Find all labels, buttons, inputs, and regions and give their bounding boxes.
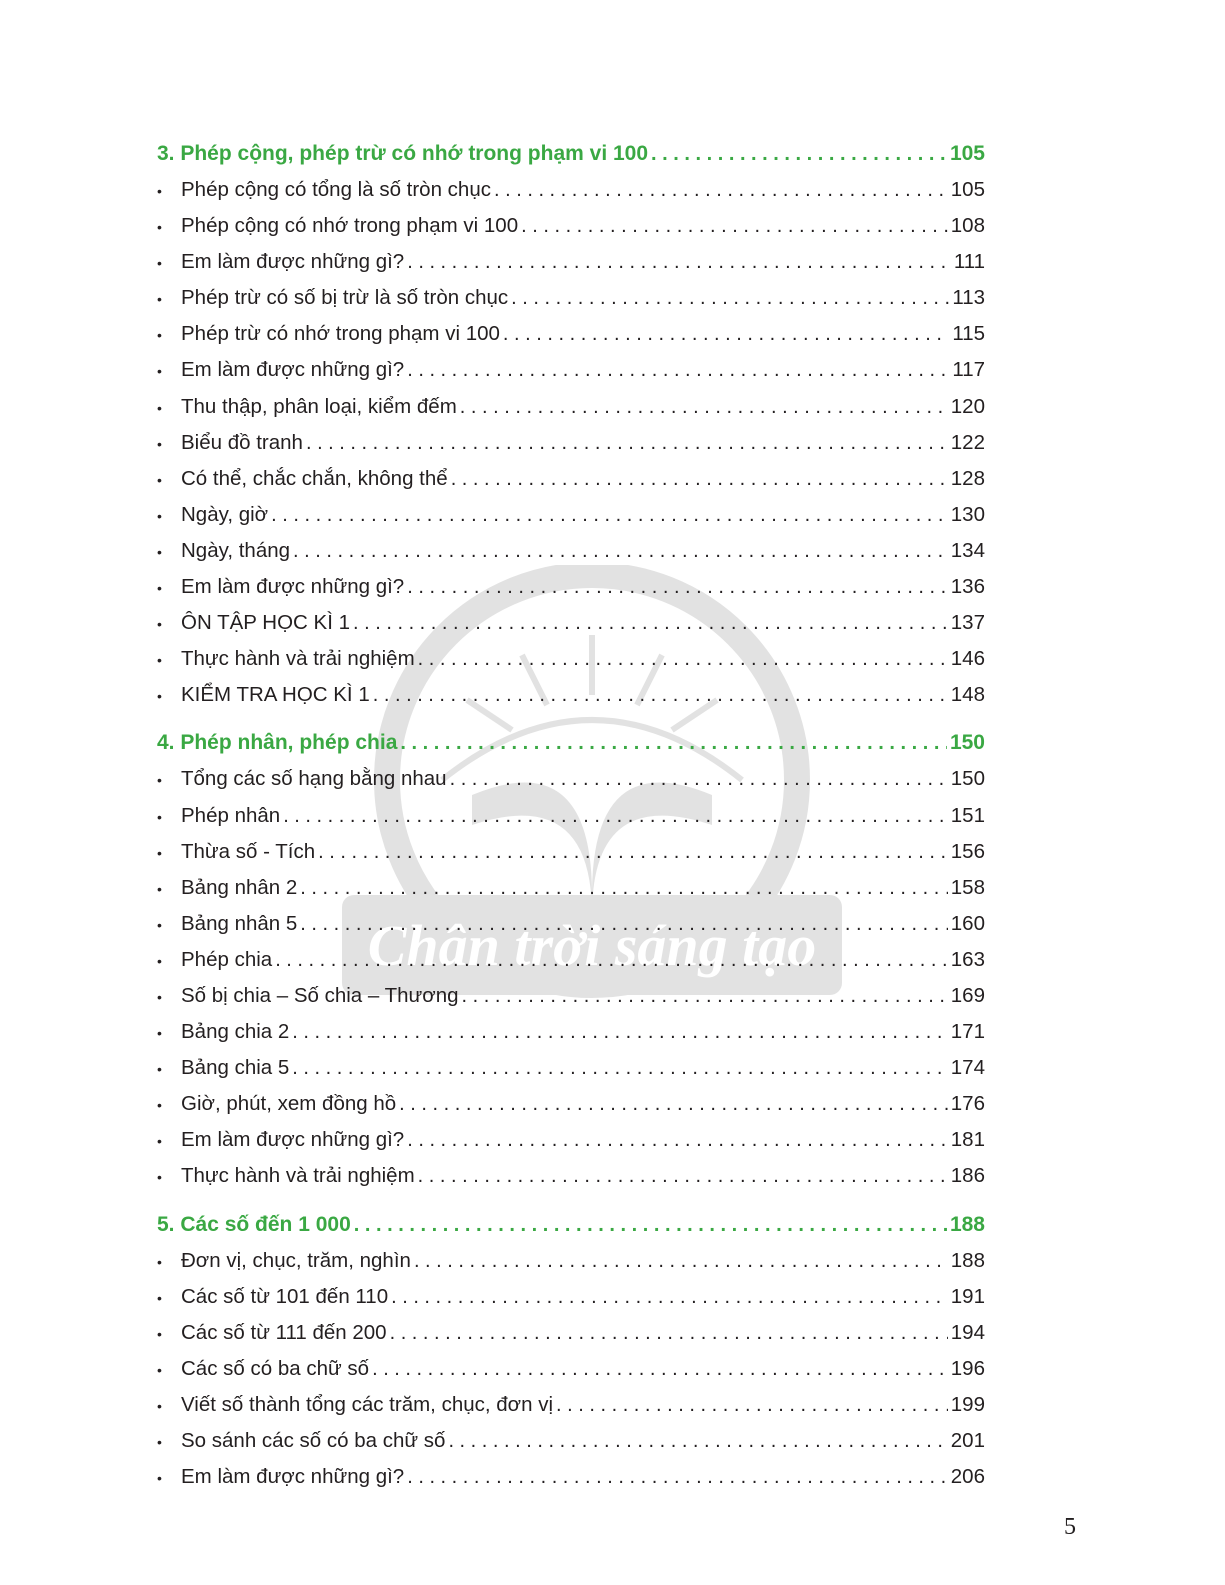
toc-entry-page-number: 196 — [950, 1356, 985, 1380]
dot-leader — [306, 425, 948, 461]
toc-entry-label: Thu thập, phân loại, kiểm đếm — [181, 394, 457, 418]
dot-leader — [391, 1279, 948, 1315]
toc-entry-label: Phép trừ có số bị trừ là số tròn chục — [181, 286, 509, 310]
dot-leader — [390, 1315, 948, 1351]
toc-entry-label: Số bị chia – Số chia – Thương — [181, 983, 459, 1007]
toc-entry-label: Em làm được những gì? — [181, 358, 405, 382]
toc-entry — [157, 425, 985, 461]
toc-entry — [157, 1050, 985, 1086]
toc-entry — [157, 1351, 985, 1387]
toc-entry-page-number: 111 — [953, 250, 985, 274]
toc-entry — [157, 172, 985, 208]
dot-leader — [292, 1050, 948, 1086]
dot-leader — [271, 497, 948, 533]
toc-entry-page-number: 136 — [950, 575, 985, 599]
dot-leader — [373, 677, 948, 713]
toc-entry — [157, 533, 985, 569]
table-of-contents — [157, 136, 985, 1495]
toc-entry-page-number: 134 — [950, 538, 985, 562]
dot-leader — [400, 725, 947, 761]
toc-entry-label: Các số từ 101 đến 110 — [181, 1284, 389, 1308]
bullet-icon: • — [157, 1470, 162, 1487]
toc-entry-label: Thực hành và trải nghiệm — [181, 1164, 415, 1188]
toc-entry-page-number: 169 — [950, 983, 985, 1007]
dot-leader — [414, 1243, 948, 1279]
bullet-icon: • — [157, 183, 162, 199]
toc-entry-page-number: 122 — [950, 430, 985, 454]
toc-entry-label: Em làm được những gì? — [181, 1128, 405, 1152]
dot-leader — [283, 798, 948, 834]
dot-leader — [318, 834, 948, 870]
toc-entry — [157, 605, 985, 641]
toc-entry-label: Phép trừ có nhớ trong phạm vi 100 — [181, 322, 500, 346]
bullet-icon: • — [157, 471, 162, 488]
toc-entry — [157, 942, 985, 978]
bullet-icon: • — [157, 916, 162, 933]
bullet-icon: • — [157, 1289, 162, 1306]
toc-entry-page-number: 191 — [950, 1284, 985, 1308]
toc-entry-page-number: 188 — [950, 1248, 985, 1272]
section-title — [157, 725, 985, 761]
toc-entry-page-number: 146 — [950, 647, 985, 671]
section-title-label: 3. Phép cộng, phép trừ có nhớ trong phạm vi 100 — [157, 142, 649, 165]
toc-entry — [157, 1122, 985, 1158]
watermark-text: Chân trời sáng tạo — [367, 913, 817, 978]
dot-leader — [407, 352, 949, 388]
toc-entry-label: Các số có ba chữ số — [181, 1356, 370, 1380]
toc-entry — [157, 208, 985, 244]
bullet-icon: • — [157, 1133, 162, 1150]
toc-entry-label: Giờ, phút, xem đồng hồ — [181, 1092, 397, 1116]
section-page-number: 150 — [949, 731, 985, 755]
section-page-number: 105 — [949, 142, 985, 165]
bullet-icon: • — [157, 219, 162, 236]
toc-entry — [157, 1459, 985, 1495]
bullet-icon: • — [157, 1025, 162, 1042]
toc-entry-label: Tổng các số hạng bằng nhau — [181, 767, 447, 791]
toc-entry — [157, 316, 985, 352]
toc-entry — [157, 497, 985, 533]
bullet-icon: • — [157, 1397, 162, 1414]
dot-leader — [372, 1351, 948, 1387]
dot-leader — [354, 1207, 947, 1243]
section-page-number: 188 — [949, 1212, 985, 1236]
toc-entry-page-number: 176 — [950, 1092, 985, 1116]
bullet-icon: • — [157, 1061, 162, 1078]
bullet-icon: • — [157, 291, 162, 308]
toc-entry-label: Bảng chia 2 — [181, 1020, 290, 1044]
bullet-icon: • — [157, 1361, 162, 1378]
toc-entry — [157, 569, 985, 605]
dot-leader — [521, 208, 948, 244]
toc-entry-page-number: 105 — [950, 178, 985, 201]
bullet-icon: • — [157, 580, 162, 597]
dot-leader — [556, 1387, 948, 1423]
toc-entry — [157, 798, 985, 834]
toc-entry — [157, 1387, 985, 1423]
toc-entry — [157, 1279, 985, 1315]
dot-leader — [450, 761, 948, 797]
bullet-icon: • — [157, 435, 162, 452]
dot-leader — [292, 1014, 948, 1050]
dot-leader — [407, 244, 951, 280]
dot-leader — [407, 1122, 948, 1158]
toc-entry — [157, 906, 985, 942]
toc-entry-label: Bảng nhân 5 — [181, 911, 298, 935]
toc-entry-page-number: 199 — [950, 1392, 985, 1416]
toc-entry-label: Thực hành và trải nghiệm — [181, 647, 415, 671]
dot-leader — [503, 316, 949, 352]
toc-entry-page-number: 128 — [950, 466, 985, 490]
toc-entry-label: Bảng nhân 2 — [181, 875, 298, 899]
toc-entry-page-number: 151 — [950, 803, 985, 827]
dot-leader — [300, 870, 948, 906]
bullet-icon: • — [157, 1434, 162, 1450]
toc-entry — [157, 641, 985, 677]
toc-entry-label: KIỂM TRA HỌC KÌ 1 — [181, 683, 370, 707]
toc-entry — [157, 870, 985, 906]
toc-entry-label: Em làm được những gì? — [181, 250, 405, 274]
toc-entry-label: Phép nhân — [181, 803, 281, 827]
toc-entry-label: So sánh các số có ba chữ số — [181, 1429, 446, 1452]
toc-entry-label: Thừa số - Tích — [181, 839, 316, 863]
toc-entry-page-number: 113 — [952, 286, 985, 310]
toc-entry — [157, 280, 985, 316]
toc-entry — [157, 1243, 985, 1279]
bullet-icon: • — [157, 772, 162, 789]
toc-entry-label: Em làm được những gì? — [181, 575, 405, 599]
section-title-label: 4. Phép nhân, phép chia — [157, 731, 398, 755]
bullet-icon: • — [157, 616, 162, 633]
toc-entry — [157, 244, 985, 280]
bullet-icon: • — [157, 988, 162, 1005]
toc-entry-page-number: 181 — [950, 1128, 985, 1152]
dot-leader — [460, 389, 948, 425]
toc-entry-page-number: 156 — [950, 839, 985, 863]
bullet-icon: • — [157, 688, 162, 705]
dot-leader — [418, 641, 948, 677]
toc-entry-page-number: 130 — [950, 502, 985, 526]
bullet-icon: • — [157, 255, 162, 272]
toc-entry-page-number: 150 — [950, 767, 985, 791]
bullet-icon: • — [157, 327, 162, 344]
toc-entry — [157, 677, 985, 713]
bullet-icon: • — [157, 507, 162, 524]
dot-leader — [462, 978, 948, 1014]
toc-entry-page-number: 108 — [950, 214, 985, 238]
toc-entry-page-number: 160 — [950, 911, 985, 935]
dot-leader — [511, 280, 949, 316]
toc-entry-label: ÔN TẬP HỌC KÌ 1 — [181, 611, 350, 635]
toc-entry — [157, 461, 985, 497]
bullet-icon: • — [157, 880, 162, 897]
toc-entry-page-number: 171 — [950, 1020, 985, 1044]
section-title — [157, 136, 985, 172]
toc-entry-page-number: 201 — [950, 1429, 985, 1452]
toc-entry — [157, 834, 985, 870]
toc-entry-label: Ngày, giờ — [181, 502, 269, 526]
toc-entry-page-number: 163 — [950, 947, 985, 971]
bullet-icon: • — [157, 952, 162, 969]
toc-entry-page-number: 174 — [950, 1056, 985, 1080]
dot-leader — [407, 1459, 948, 1495]
toc-entry — [157, 352, 985, 388]
toc-entry — [157, 1014, 985, 1050]
dot-leader — [353, 605, 948, 641]
dot-leader — [494, 172, 948, 208]
bullet-icon: • — [157, 399, 162, 416]
toc-entry-label: Bảng chia 5 — [181, 1056, 290, 1080]
toc-entry-page-number: 148 — [950, 683, 985, 707]
toc-entry-label: Có thể, chắc chắn, không thể — [181, 466, 448, 490]
toc-entry-page-number: 115 — [952, 322, 985, 346]
section-title-label: 5. Các số đến 1 000 — [157, 1212, 351, 1236]
dot-leader — [407, 569, 948, 605]
bullet-icon: • — [157, 844, 162, 861]
toc-entry-label: Biểu đồ tranh — [181, 430, 303, 454]
toc-entry-label: Phép chia — [181, 947, 273, 971]
bullet-icon: • — [157, 808, 162, 825]
toc-entry-page-number: 120 — [950, 394, 985, 418]
toc-entry — [157, 761, 985, 797]
dot-leader — [651, 136, 947, 172]
dot-leader — [275, 942, 948, 978]
toc-entry-label: Các số từ 111 đến 200 — [181, 1320, 387, 1344]
toc-entry-page-number: 206 — [950, 1465, 985, 1489]
bullet-icon: • — [157, 363, 162, 380]
toc-entry-label: Em làm được những gì? — [181, 1465, 405, 1489]
toc-entry-label: Đơn vị, chục, trăm, nghìn — [181, 1248, 411, 1272]
toc-entry-page-number: 194 — [950, 1320, 985, 1344]
bullet-icon: • — [157, 652, 162, 669]
bullet-icon: • — [157, 1169, 162, 1186]
toc-entry — [157, 1158, 985, 1194]
dot-leader — [293, 533, 948, 569]
toc-entry — [157, 978, 985, 1014]
bullet-icon: • — [157, 543, 162, 560]
dot-leader — [448, 1423, 947, 1459]
toc-entry-label: Ngày, tháng — [181, 538, 291, 562]
bullet-icon: • — [157, 1253, 162, 1270]
section-title — [157, 1207, 985, 1243]
toc-entry-page-number: 117 — [952, 358, 985, 382]
toc-entry — [157, 1315, 985, 1351]
dot-leader — [418, 1158, 948, 1194]
dot-leader — [451, 461, 948, 497]
toc-entry-label: Phép cộng có tổng là số tròn chục — [181, 178, 491, 201]
toc-entry-label: Phép cộng có nhớ trong phạm vi 100 — [181, 214, 519, 238]
bullet-icon: • — [157, 1325, 162, 1342]
toc-entry-page-number: 137 — [950, 611, 985, 635]
toc-entry — [157, 1086, 985, 1122]
dot-leader — [399, 1086, 948, 1122]
toc-entry — [157, 389, 985, 425]
toc-entry-label: Viết số thành tổng các trăm, chục, đơn vị — [181, 1392, 554, 1416]
page-number: 5 — [1064, 1514, 1076, 1540]
dot-leader — [300, 906, 948, 942]
bullet-icon: • — [157, 1097, 162, 1114]
toc-entry — [157, 1423, 985, 1459]
toc-entry-page-number: 158 — [950, 875, 985, 899]
toc-entry-page-number: 186 — [950, 1164, 985, 1188]
